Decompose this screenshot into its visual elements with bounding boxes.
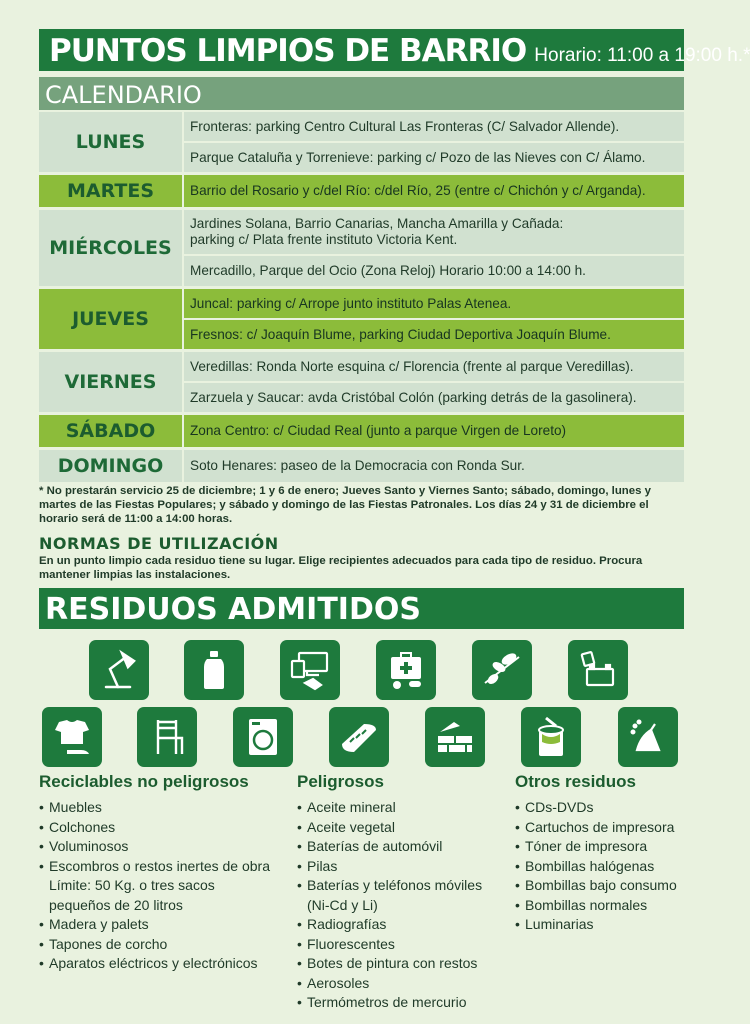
list-item: • Colchones: [39, 818, 289, 838]
list-item: • Baterías y teléfonos móviles: [297, 876, 507, 896]
list-item: • Muebles: [39, 798, 289, 818]
schedule-entry: Parque Cataluña y Torrenieve: parking c/ Pozo de las Nieves con C/ Álamo.: [184, 143, 684, 172]
list-item: • Bombillas halógenas: [515, 857, 705, 877]
day-label: SÁBADO: [39, 415, 182, 447]
list-item-continuation: (Ni-Cd y Li): [307, 896, 378, 913]
schedule-entry: Zarzuela y Saucar: avda Cristóbal Colón (parking detrás de la gasolinera).: [184, 383, 684, 412]
chair-icon: [137, 707, 197, 767]
entry-line: parking c/ Plata frente instituto Victoria Kent.: [190, 232, 458, 247]
entry-line: Jardines Solana, Barrio Canarias, Mancha Amarilla y Cañada:: [190, 216, 564, 231]
schedule-entry: Veredillas: Ronda Norte esquina c/ Florencia (frente al parque Veredillas).: [184, 352, 684, 381]
list-item: • Aerosoles: [297, 974, 507, 994]
battery-icon: [568, 640, 628, 700]
list-item: • Luminarias: [515, 915, 705, 935]
electronics-icon: [280, 640, 340, 700]
schedule-entry: Juncal: parking c/ Arrope junto instituto Palas Atenea.: [184, 289, 684, 318]
hazardous-column: [297, 772, 507, 1013]
schedule-entry: Fresnos: c/ Joaquín Blume, parking Ciudad Deportiva Joaquín Blume.: [184, 320, 684, 349]
day-row-viernes: [39, 352, 684, 412]
day-row-miercoles: [39, 210, 684, 286]
medicine-icon: [376, 640, 436, 700]
day-row-jueves: [39, 289, 684, 349]
accepted-waste-header: RESIDUOS ADMITIDOS: [39, 588, 684, 629]
list-item: • CDs-DVDs: [515, 798, 705, 818]
list-item: • Tóner de impresora: [515, 837, 705, 857]
tshirt-shoe-icon: [42, 707, 102, 767]
list-item-continuation: Límite: 50 Kg. o tres sacos: [49, 877, 215, 893]
mattress-icon: [329, 707, 389, 767]
column-title: Reciclables no peligrosos: [39, 772, 249, 791]
title-bar: [39, 29, 750, 71]
list-item: • Termómetros de mercurio: [297, 993, 507, 1013]
branch-icon: [472, 640, 532, 700]
column-title: Peligrosos: [297, 772, 384, 791]
schedule-entry: Barrio del Rosario y c/del Río: c/del Río, 25 (entre c/ Chichón y c/ Arganda).: [184, 175, 684, 207]
bricks-trowel-icon: [425, 707, 485, 767]
paint-can-icon: [521, 707, 581, 767]
day-row-lunes: [39, 112, 684, 172]
calendar-header: CALENDARIO: [39, 77, 684, 110]
schedule-entry: [184, 210, 684, 254]
day-row-martes: [39, 175, 684, 207]
list-item: • Fluorescentes: [297, 935, 507, 955]
schedule-entry: Soto Henares: paseo de la Democracia con Ronda Sur.: [184, 450, 684, 482]
lamp-icon: [89, 640, 149, 700]
list-item: • Baterías de automóvil: [297, 837, 507, 857]
day-label: VIERNES: [39, 352, 182, 412]
washing-machine-icon: [233, 707, 293, 767]
column-title: Otros residuos: [515, 772, 636, 791]
day-label: MARTES: [39, 175, 182, 207]
list-item: • Aceite mineral: [297, 798, 507, 818]
schedule-table: [39, 112, 684, 485]
list-item: • Radiografías: [297, 915, 507, 935]
day-label: MIÉRCOLES: [39, 210, 182, 286]
day-row-sabado: [39, 415, 684, 447]
list-item: • Tapones de corcho: [39, 935, 289, 955]
schedule-entry: Zona Centro: c/ Ciudad Real (junto a parque Virgen de Loreto): [184, 415, 684, 447]
list-item: • Botes de pintura con restos: [297, 954, 507, 974]
list-item: • Cartuchos de impresora: [515, 818, 705, 838]
list-item: • Bombillas bajo consumo: [515, 876, 705, 896]
list-item: • Madera y palets: [39, 915, 289, 935]
schedule-hours: Horario: 11:00 a 19:00 h.*: [534, 45, 750, 66]
rules-text: En un punto limpio cada residuo tiene su lugar. Elige recipientes adecuados para cada tipo de residuo. Procura mantener limpias las instalaciones.: [39, 555, 643, 581]
day-label: LUNES: [39, 112, 182, 172]
schedule-entry: Mercadillo, Parque del Ocio (Zona Reloj) Horario 10:00 a 14:00 h.: [184, 256, 684, 286]
day-label: DOMINGO: [39, 450, 182, 482]
bottle-icon: [184, 640, 244, 700]
list-item-continuation: pequeños de 20 litros: [49, 896, 183, 913]
other-waste-column: [515, 772, 705, 935]
list-item: • Bombillas normales: [515, 896, 705, 916]
non-hazardous-column: [39, 772, 289, 974]
day-row-domingo: [39, 450, 684, 482]
list-item: • Escombros o restos inertes de obra: [39, 857, 289, 877]
holiday-footnote: * No prestarán servicio 25 de diciembre; 1 y 6 de enero; Jueves Santo y Viernes Santo; sábado, domingo, lunes y martes de las Fiestas Populares; y sábado y domingo de las Fiestas Patronales. Los días 24 y 31 de diciembre el horario será de 11:00 a 14:00 horas.: [39, 485, 651, 525]
schedule-entry: Fronteras: parking Centro Cultural Las Fronteras (C/ Salvador Allende).: [184, 112, 684, 141]
spray-icon: [618, 707, 678, 767]
list-item: • Aceite vegetal: [297, 818, 507, 838]
day-label: JUEVES: [39, 289, 182, 349]
list-item: • Voluminosos: [39, 837, 289, 857]
list-item: • Pilas: [297, 857, 507, 877]
rules-heading: NORMAS DE UTILIZACIÓN: [39, 534, 279, 553]
page-title: PUNTOS LIMPIOS DE BARRIO: [49, 33, 527, 69]
list-item: • Aparatos eléctricos y electrónicos: [39, 954, 289, 974]
